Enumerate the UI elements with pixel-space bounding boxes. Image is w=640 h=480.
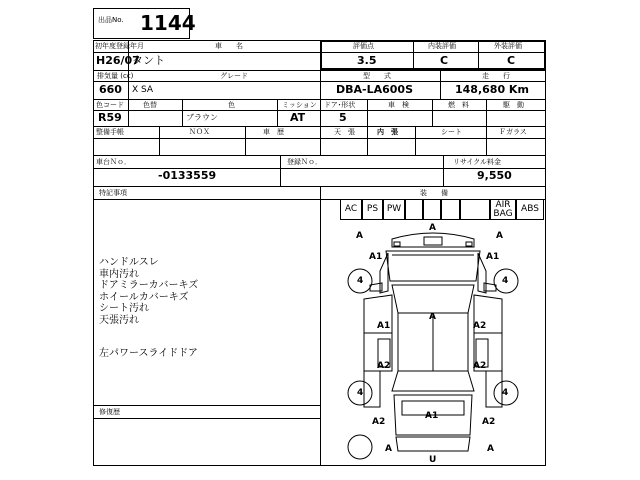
grade-value: X SA (132, 85, 154, 95)
damage-left-front-door: A1 (377, 321, 391, 331)
notes-extra: 左パワースライドドア (99, 348, 198, 359)
spare-tire-shape (348, 435, 372, 459)
note-line: ドアミラーカバーキズ (99, 280, 199, 291)
rear-window-shape (392, 371, 474, 391)
damage-front-left-corner: A (356, 231, 363, 241)
windshield-shape (392, 285, 474, 313)
damage-right-front-door: A2 (473, 321, 487, 331)
equipment-item: PW (383, 200, 405, 220)
equipment-item (460, 200, 490, 220)
header-displacement: 排気量 (cc) (97, 72, 134, 80)
note-line: ハンドルスレ (99, 257, 159, 268)
model-code-value: DBA-LA600S (336, 83, 413, 96)
damage-front-bumper: A (429, 223, 436, 233)
displacement-value: 660 (99, 83, 122, 96)
damage-rear-bumper: U (429, 455, 437, 465)
header-fuel: 燃 料 (448, 101, 469, 109)
recycle-fee-value: 9,550 (477, 169, 512, 182)
header-color: 色 (228, 101, 235, 109)
damage-rear-left-corner: A (385, 444, 392, 454)
equipment-item: PS (362, 200, 383, 220)
damage-left-fender: A1 (369, 252, 383, 262)
header-chassis-number: 車台Ｎｏ． (96, 158, 131, 166)
damage-rear-right-wheel: 4 (502, 388, 509, 398)
color-value: ブラウン (186, 113, 218, 122)
damage-roof: A (429, 312, 436, 322)
header-first-registration: 初年度登録年月 (95, 42, 144, 50)
note-line: ホイールカバーキズ (99, 291, 189, 303)
header-drive: 駆 動 (503, 101, 524, 109)
damage-right-fender: A1 (486, 252, 500, 262)
equipment-item: ABS (516, 200, 544, 220)
first-registration-value: H26/07 (96, 54, 140, 67)
damage-rear-right-corner: A (487, 444, 494, 454)
transmission-value: AT (290, 111, 306, 124)
header-seat: シート (441, 128, 462, 136)
note-line: 天張汚れ (99, 314, 139, 326)
notes-title: 特記事項 (99, 189, 127, 197)
header-door-shape: ドア･形状 (324, 101, 356, 109)
damage-right-quarter: A2 (482, 417, 496, 427)
interior-rating-value: C (440, 54, 449, 67)
header-headliner: 天 張 (334, 128, 355, 136)
damage-left-rear-door: A2 (377, 361, 391, 371)
repair-history-title: 修復歴 (99, 408, 120, 416)
header-maintenance-record: 整備手帳 (96, 128, 124, 136)
damage-front-right-wheel: 4 (502, 276, 509, 286)
header-mileage: 走 行 (482, 72, 510, 80)
chassis-number-value: -0133559 (158, 169, 217, 182)
equipment-title: 装 備 (420, 189, 448, 197)
damage-tailgate: A1 (425, 411, 439, 421)
note-line: 車内汚れ (99, 268, 139, 280)
header-grade: グレード (220, 72, 248, 80)
equipment-item (405, 200, 423, 220)
header-color-code: 色コード (96, 101, 124, 109)
lot-label: 出品No. (98, 16, 124, 24)
headlight-left (394, 242, 400, 246)
header-registration-number: 登録Ｎｏ． (287, 158, 322, 166)
lot-number: 1144 (140, 11, 196, 35)
note-line: シート汚れ (99, 303, 149, 314)
header-repaint: 色替 (143, 101, 157, 109)
damage-front-right-corner: A (496, 231, 503, 241)
rear-bumper-shape (396, 437, 470, 451)
color-code-value: R59 (98, 111, 122, 124)
header-interior-rating: 内装評価 (428, 42, 456, 50)
header-vehicle-history: 車 歴 (263, 128, 284, 136)
door-value: 5 (339, 111, 347, 124)
header-model-code: 型 式 (363, 72, 391, 80)
header-recycle-fee: リサイクル料金 (453, 158, 502, 166)
header-nox: ＮＯＸ (189, 128, 210, 136)
header-car-name: 車 名 (215, 42, 243, 50)
header-transmission: ミッション (282, 101, 317, 109)
car-diagram (320, 221, 546, 466)
header-exterior-rating: 外装評価 (494, 42, 522, 50)
damage-right-rear-door: A2 (473, 361, 487, 371)
equipment-item (423, 200, 441, 220)
exterior-rating-value: C (507, 54, 516, 67)
header-score: 評価点 (353, 42, 374, 50)
headlight-right (466, 242, 472, 246)
header-inspection: 車 検 (388, 101, 409, 109)
damage-rear-left-wheel: 4 (357, 388, 364, 398)
equipment-item: AC (340, 200, 362, 220)
front-grille (424, 237, 442, 245)
equipment-item: AIR BAG (490, 200, 516, 220)
car-name-value: タント (132, 54, 165, 67)
score-value: 3.5 (357, 54, 377, 67)
equipment-item (441, 200, 460, 220)
header-front-glass: Ｆガラス (499, 128, 527, 136)
header-interior-trim: 内 張 (377, 128, 398, 136)
damage-left-quarter: A2 (372, 417, 386, 427)
damage-front-left-wheel: 4 (357, 276, 364, 286)
mileage-value: 148,680 Km (455, 83, 529, 96)
